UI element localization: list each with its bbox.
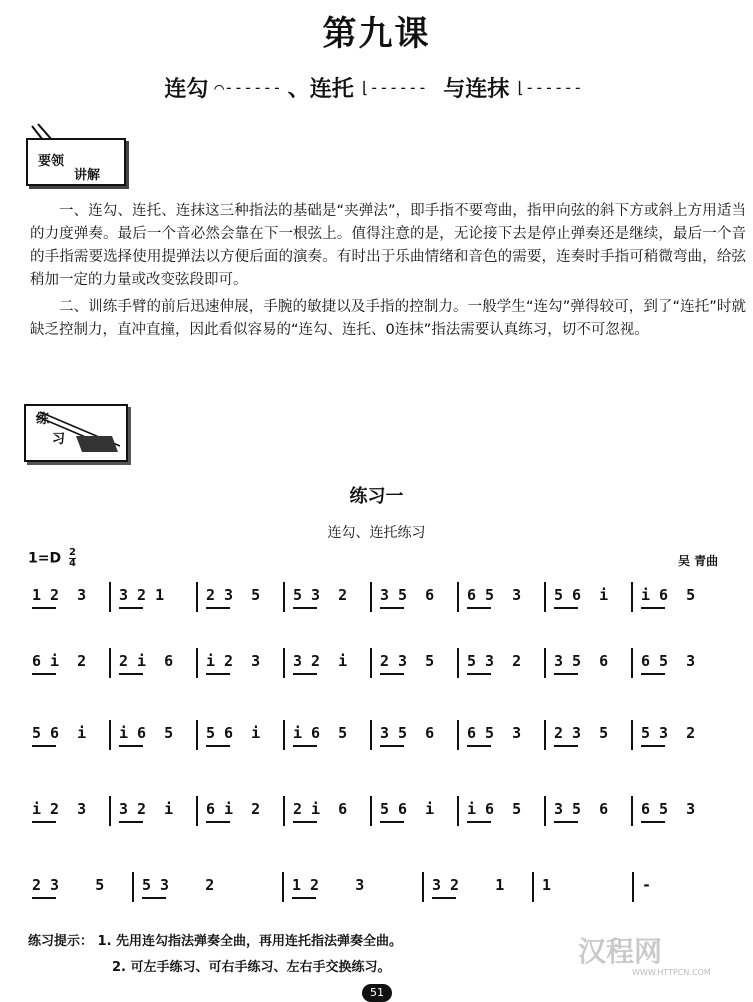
measure: 3 5 6 [380, 586, 435, 604]
measure: 2 3 5 [32, 876, 105, 894]
bar-line [544, 796, 546, 826]
bar-line [544, 720, 546, 750]
bar-line [283, 582, 285, 612]
bar-line [370, 648, 372, 678]
measure: 3 2 i [293, 652, 348, 670]
bar-line [109, 720, 111, 750]
beam-line [206, 607, 230, 609]
exercise-subtitle: 连勾、连托练习 [327, 525, 426, 541]
subtitle-mark-3: ⌊------ [515, 78, 583, 97]
tips-item-2: 2. 可左手练习、可右手练习、左右手交换练习。 [112, 960, 391, 975]
beam-line [641, 673, 665, 675]
bar-line [283, 648, 285, 678]
bar-line [457, 796, 459, 826]
notation-row [28, 586, 728, 616]
beam-line [554, 607, 578, 609]
bar-line [283, 796, 285, 826]
beam-line [32, 673, 56, 675]
measure: 2 i 6 [119, 652, 174, 670]
practice-line1: 练 [36, 412, 50, 427]
beam-line [292, 897, 316, 899]
beam-line [467, 607, 491, 609]
measure: 1 2 3 [32, 586, 87, 604]
measure: i 6 5 [293, 724, 348, 742]
lesson-subtitle [0, 72, 753, 103]
bar-line [196, 796, 198, 826]
measure: 5 3 2 [293, 586, 348, 604]
notation-row [28, 724, 728, 754]
watermark-url: WWW.HTTPCN.COM [632, 968, 711, 977]
measure: 6 5 3 [467, 586, 522, 604]
bar-line [457, 582, 459, 612]
beam-line [554, 821, 578, 823]
bar-line [532, 872, 534, 902]
bar-line [196, 648, 198, 678]
tips-label: 练习提示： [28, 934, 94, 949]
time-signature [69, 548, 76, 569]
subtitle-part-3: 与连抹 [443, 77, 510, 102]
beam-line [432, 897, 456, 899]
bar-line [544, 582, 546, 612]
key-points-line2: 讲解 [74, 168, 101, 183]
key-signature [28, 548, 76, 569]
key-points-badge [22, 128, 126, 184]
paragraph-2: 二、训练手臂的前后迅速伸展，手腕的敏捷以及手指的控制力。一般学生“连勾”弹得较可，到了“连托”时就缺乏控制力，直冲直撞，因此看似容易的“连勾、连托、0连抹”指法需要认真练习，切不可忽视。 [30, 299, 746, 338]
measure: 5 6 i [206, 724, 261, 742]
measure: 6 i 2 [206, 800, 261, 818]
tips-item-1: 1. 先用连勾指法弹奏全曲，再用连托指法弹奏全曲。 [97, 934, 403, 949]
bar-line [109, 796, 111, 826]
beam-line [119, 821, 143, 823]
beam-line [380, 607, 404, 609]
measure: 3 2 1 [119, 586, 165, 604]
bar-line [283, 720, 285, 750]
measure: 6 5 3 [467, 724, 522, 742]
subtitle-mark-2: ⌊------ [359, 78, 428, 97]
measure: 6 5 3 [641, 800, 696, 818]
lesson-title: 第九课 [322, 14, 431, 54]
beam-line [32, 897, 56, 899]
subtitle-part-2: 连托 [309, 77, 354, 102]
bar-line [422, 872, 424, 902]
measure: 2 3 5 [206, 586, 261, 604]
measure: 3 2 1 [432, 876, 505, 894]
subtitle-part-1: 连勾 [164, 77, 209, 102]
beam-line [293, 745, 317, 747]
bar-line [196, 720, 198, 750]
notation-row [28, 876, 728, 906]
beam-line [641, 821, 665, 823]
beam-line [119, 745, 143, 747]
measure: 5 6 i [32, 724, 87, 742]
measure: 5 3 2 [641, 724, 696, 742]
measure: 3 5 6 [380, 724, 435, 742]
measure: 2 3 5 [554, 724, 609, 742]
measure: 5 6 i [380, 800, 435, 818]
practice-tips [28, 930, 402, 949]
measure: 3 5 6 [554, 652, 609, 670]
bar-line [631, 796, 633, 826]
notation-row [28, 800, 728, 830]
key-points-line1: 要领 [38, 154, 65, 169]
measure: i 6 5 [467, 800, 522, 818]
bar-line [370, 720, 372, 750]
notation-row [28, 652, 728, 682]
bar-line [631, 648, 633, 678]
beam-line [206, 745, 230, 747]
bar-line [631, 582, 633, 612]
beam-line [32, 745, 56, 747]
beam-line [467, 821, 491, 823]
bar-line [631, 720, 633, 750]
measure: 3 2 i [119, 800, 174, 818]
beam-line [206, 673, 230, 675]
beam-line [119, 673, 143, 675]
beam-line [380, 821, 404, 823]
measure: 5 6 i [554, 586, 609, 604]
beam-line [641, 607, 665, 609]
measure: - [642, 876, 652, 894]
bar-line [109, 648, 111, 678]
practice-badge [22, 398, 132, 464]
beam-line [380, 745, 404, 747]
measure: 5 3 2 [467, 652, 522, 670]
measure: i 2 3 [32, 800, 87, 818]
bar-line [370, 582, 372, 612]
measure: 5 3 2 [142, 876, 215, 894]
measure: 2 i 6 [293, 800, 348, 818]
beam-line [206, 821, 230, 823]
beam-line [293, 673, 317, 675]
beam-line [641, 745, 665, 747]
measure: 3 5 6 [554, 800, 609, 818]
bar-line [370, 796, 372, 826]
bar-line [132, 872, 134, 902]
beam-line [142, 897, 166, 899]
beam-line [554, 745, 578, 747]
measure: i 6 5 [641, 586, 696, 604]
bar-line [544, 648, 546, 678]
paragraph-1: 一、连勾、连托、连抹这三种指法的基础是“夹弹法”，即手指不要弯曲，指甲向弦的斜下方或斜上方用适当的力度弹奏。最后一个音必然会靠在下一根弦上。值得注意的是，无论接下去是停止弹奏还是继续，最后一个音的手指需要选择使用提弹法以方便后面的演奏。有时出于乐曲情绪和音色的需要，连奏时手指可稍微弯曲，给弦稍加一定的力量或改变弦段即可。 [30, 203, 746, 288]
subtitle-separator: 、 [287, 77, 310, 102]
measure: 2 3 5 [380, 652, 435, 670]
measure: 6 5 3 [641, 652, 696, 670]
composer: 吴 青曲 [678, 554, 719, 568]
beam-line [293, 607, 317, 609]
exercise-title: 练习一 [349, 486, 404, 507]
beam-line [119, 607, 143, 609]
beam-line [293, 821, 317, 823]
bar-line [282, 872, 284, 902]
beam-line [467, 745, 491, 747]
beam-line [380, 673, 404, 675]
key-label: 1=D [28, 550, 62, 567]
time-top: 2 [68, 547, 76, 558]
beam-line [32, 821, 56, 823]
measure: i 2 3 [206, 652, 261, 670]
beam-line [554, 673, 578, 675]
beam-line [32, 607, 56, 609]
bar-line [632, 872, 634, 902]
watermark-logo: 汉程网 [578, 935, 663, 968]
page-number: 51 [362, 984, 392, 1002]
practice-line2: 习 [52, 432, 66, 447]
bar-line [109, 582, 111, 612]
bar-line [196, 582, 198, 612]
subtitle-mark-1: ⌒------ [214, 78, 282, 97]
measure: 1 2 3 [292, 876, 365, 894]
measure: i 6 5 [119, 724, 174, 742]
bar-line [457, 720, 459, 750]
bar-line [457, 648, 459, 678]
measure: 1 [542, 876, 552, 894]
time-bottom: 4 [68, 558, 76, 569]
beam-line [467, 673, 491, 675]
measure: 6 i 2 [32, 652, 87, 670]
